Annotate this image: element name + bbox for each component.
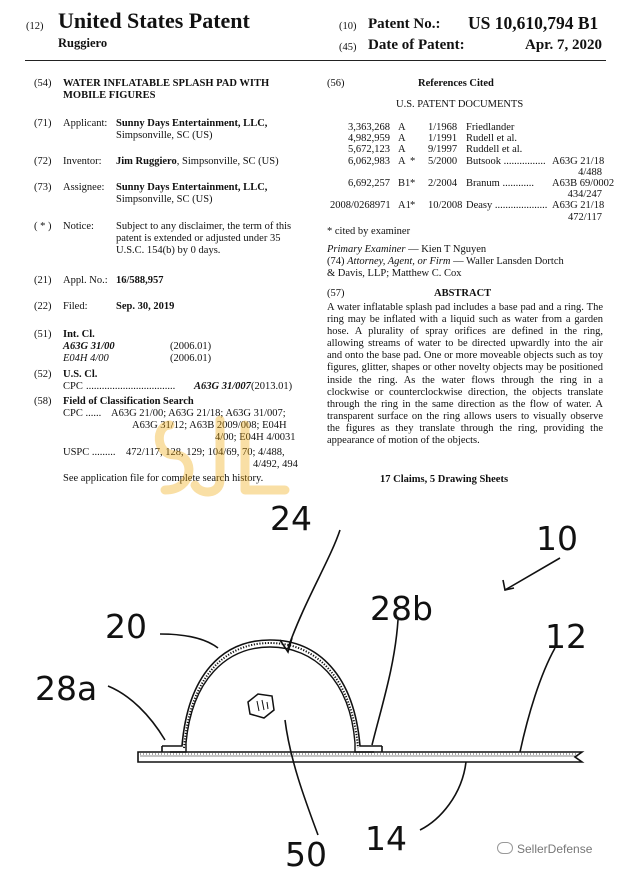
ref-kind: A [398, 144, 406, 156]
ref-date: 1/1968 [428, 122, 458, 133]
ref-date: 1/1991 [428, 133, 458, 145]
int-cl-2-date: (2006.01) [170, 353, 212, 364]
inventor-location: , Simpsonville, SC (US) [176, 156, 279, 167]
field-search-cpc-2: A63G 31/12; A63B 2009/008; E04H [132, 420, 287, 431]
abstract-text: A water inflatable splash pad includes a base pad and a ring. The ring may be inflated with a liquid such as water from a garden hose. A plurality of spray orifices are defined in the ring, allowing streams of water to be directed upwardly into the air and onto the base pad. One or more moveable objects such as toy figures, glitter, shapes or other novelty objects may be positioned inside the ring. As the water flows through the ring in a clockwise or counterclockwise direction, the objects translate through the ring in the same direction as the flow of water. A transparent surface on the ring allows users to visually observe the figures as they translate through the ring, providing the appearance of motion of the objects. [327, 302, 603, 447]
us-cl-label: U.S. Cl. [63, 369, 98, 380]
label-28a: 28a [35, 669, 98, 708]
document-title: United States Patent [58, 8, 250, 33]
label-24: 24 [270, 499, 312, 538]
toy-figure-object [248, 694, 274, 718]
ref-class: A63B 69/0002 [552, 178, 615, 189]
inid-code-73: (73) [34, 182, 52, 193]
inid-code-71: (71) [34, 118, 52, 129]
ref-date: 5/2000 [428, 155, 458, 167]
assignee-label: Assignee: [63, 182, 105, 193]
notice-label: Notice: [63, 221, 94, 232]
ref-number: 6,062,983 [348, 155, 390, 167]
inid-code-72: (72) [34, 156, 52, 167]
int-cl-1-date: (2006.01) [170, 341, 212, 352]
attorney-code: (74) [327, 256, 345, 267]
field-search-uspc-1: 472/117, 128, 129; 104/69, 70; 4/488, [126, 447, 285, 458]
ref-star: * [410, 200, 416, 212]
inventor-label: Inventor: [63, 156, 102, 167]
notice-code: ( * ) [34, 221, 52, 232]
inid-code-57: (57) [327, 288, 345, 299]
attorney-label: Attorney, Agent, or Firm [347, 256, 451, 267]
inid-code-21: (21) [34, 275, 52, 286]
int-cl-2: E04H 4/00 [63, 353, 109, 364]
header-rule [25, 60, 606, 61]
inid-code-10: (10) [339, 21, 357, 32]
inid-code-45: (45) [339, 42, 357, 53]
applicant-location: Simpsonville, SC (US) [116, 130, 213, 141]
title-line-1: WATER INFLATABLE SPLASH PAD WITH [63, 78, 270, 89]
field-search-cpc-label: CPC ...... [63, 408, 102, 419]
label-14: 14 [365, 819, 407, 858]
int-cl-1: A63G 31/00 [63, 341, 115, 352]
inid-code-52: (52) [34, 369, 52, 380]
base-pad-outline [138, 752, 582, 762]
filed-label: Filed: [63, 301, 88, 312]
inid-code-56: (56) [327, 78, 345, 89]
leader-20 [160, 634, 218, 648]
patent-date: Apr. 7, 2020 [525, 37, 602, 53]
references-title: References Cited [418, 78, 494, 89]
ref-class: A63G 21/18 [552, 200, 605, 212]
leader-24 [288, 530, 340, 648]
applicant-name: Sunny Days Entertainment, LLC, [116, 118, 268, 129]
ref-star: * [410, 155, 416, 167]
ref-number: 4,982,959 [348, 133, 390, 145]
assignee-name: Sunny Days Entertainment, LLC, [116, 182, 268, 193]
notice-line-3: U.S.C. 154(b) by 0 days. [116, 245, 221, 256]
inid-code-12: (12) [26, 21, 44, 32]
us-cl-cpc-label: CPC [63, 381, 83, 392]
inid-code-54: (54) [34, 78, 52, 89]
references-subtitle: U.S. PATENT DOCUMENTS [396, 99, 524, 110]
label-28b: 28b [370, 589, 433, 628]
ring-outer [162, 640, 382, 746]
chat-bubble-icon [497, 842, 513, 854]
ref-name: Friedlander [466, 122, 515, 133]
field-search-cpc-3: 4/00; E04H 4/0031 [215, 432, 296, 443]
examiner-name: — Kien T Nguyen [405, 244, 487, 255]
ref-name: Rudell et al. [466, 133, 518, 145]
ref-name: Branum ............ [466, 178, 534, 189]
ref-number: 2008/0268971 [330, 200, 391, 212]
title-line-2: MOBILE FIGURES [63, 90, 156, 101]
ring-feet [162, 746, 382, 752]
brand-watermark [497, 842, 592, 856]
field-search-uspc-label: USPC ......... [63, 447, 116, 458]
assignee-location: Simpsonville, SC (US) [116, 194, 213, 205]
ref-date: 10/2008 [428, 200, 463, 212]
label-12: 12 [545, 617, 587, 656]
label-50: 50 [285, 835, 327, 872]
ref-name: Deasy .................... [466, 200, 548, 212]
leader-12 [520, 648, 555, 752]
ref-kind: A1 [398, 200, 411, 212]
field-search-label: Field of Classification Search [63, 396, 194, 407]
ref-class-2: 4/488 [578, 166, 602, 178]
abstract-title: ABSTRACT [434, 288, 492, 299]
ref-date: 2/2004 [428, 178, 458, 189]
ref-number: 5,672,123 [348, 144, 390, 156]
leader-50 [285, 720, 318, 835]
leader-28a [108, 686, 165, 740]
ref-date: 9/1997 [428, 144, 458, 156]
appl-no-value: 16/588,957 [116, 275, 164, 286]
attorney-firm-1: — Waller Lansden Dortch [450, 256, 564, 267]
ref-kind: A [398, 122, 406, 133]
label-10: 10 [536, 519, 578, 558]
brand-text: SellerDefense [517, 842, 593, 856]
toy-figure-marks [257, 700, 268, 711]
notice-line-2: patent is extended or adjusted under 35 [116, 233, 281, 244]
leader-14 [420, 762, 466, 830]
ref-kind: A [398, 133, 406, 145]
us-cl-dots: .................................. [86, 381, 176, 392]
ref-class: A63G 21/18 [552, 155, 605, 167]
applicant-label: Applicant: [63, 118, 108, 129]
claims-sheets: 17 Claims, 5 Drawing Sheets [380, 474, 509, 485]
inid-code-51: (51) [34, 329, 52, 340]
ref-number: 6,692,257 [348, 178, 390, 189]
date-label: Date of Patent: [368, 37, 465, 53]
inid-code-58: (58) [34, 396, 52, 407]
cited-by-examiner: * cited by examiner [327, 226, 411, 237]
leader-10 [505, 558, 560, 590]
primary-examiner [327, 244, 486, 256]
field-search-see: See application file for complete search history. [63, 473, 264, 484]
attorney-line-2: & Davis, LLP; Matthew C. Cox [327, 268, 462, 279]
ref-name: Ruddell et al. [466, 144, 523, 156]
us-cl-cpc-date: (2013.01) [251, 381, 293, 392]
attorney-line-1 [327, 256, 564, 268]
field-search-cpc-1: A63G 21/00; A63G 21/18; A63G 31/007; [111, 408, 286, 419]
filed-value: Sep. 30, 2019 [116, 301, 175, 312]
patent-no-label: Patent No.: [368, 16, 441, 32]
ref-class-2: 472/117 [567, 211, 602, 223]
leader-28b [372, 620, 398, 745]
ref-class-2: 434/247 [567, 189, 602, 201]
ref-kind: A [398, 155, 406, 167]
ref-star: * [410, 178, 416, 189]
appl-no-label: Appl. No.: [63, 275, 108, 286]
field-search-uspc-2: 4/492, 494 [253, 459, 298, 470]
inventor-name: Jim Ruggiero [116, 156, 177, 167]
inventor-value [116, 156, 279, 168]
patent-figure [0, 490, 631, 872]
examiner-label: Primary Examiner [327, 244, 406, 255]
patent-number: US 10,610,794 B1 [468, 13, 599, 33]
ref-number: 3,363,268 [348, 122, 390, 133]
int-cl-label: Int. Cl. [63, 329, 95, 340]
notice-line-1: Subject to any disclaimer, the term of this [116, 221, 292, 232]
inid-code-22: (22) [34, 301, 52, 312]
ref-name: Butsook ................ [466, 155, 546, 167]
label-20: 20 [105, 607, 147, 646]
inventor-short: Ruggiero [58, 36, 108, 50]
ref-kind: B1 [398, 178, 411, 189]
us-cl-cpc: A63G 31/007 [194, 381, 251, 392]
